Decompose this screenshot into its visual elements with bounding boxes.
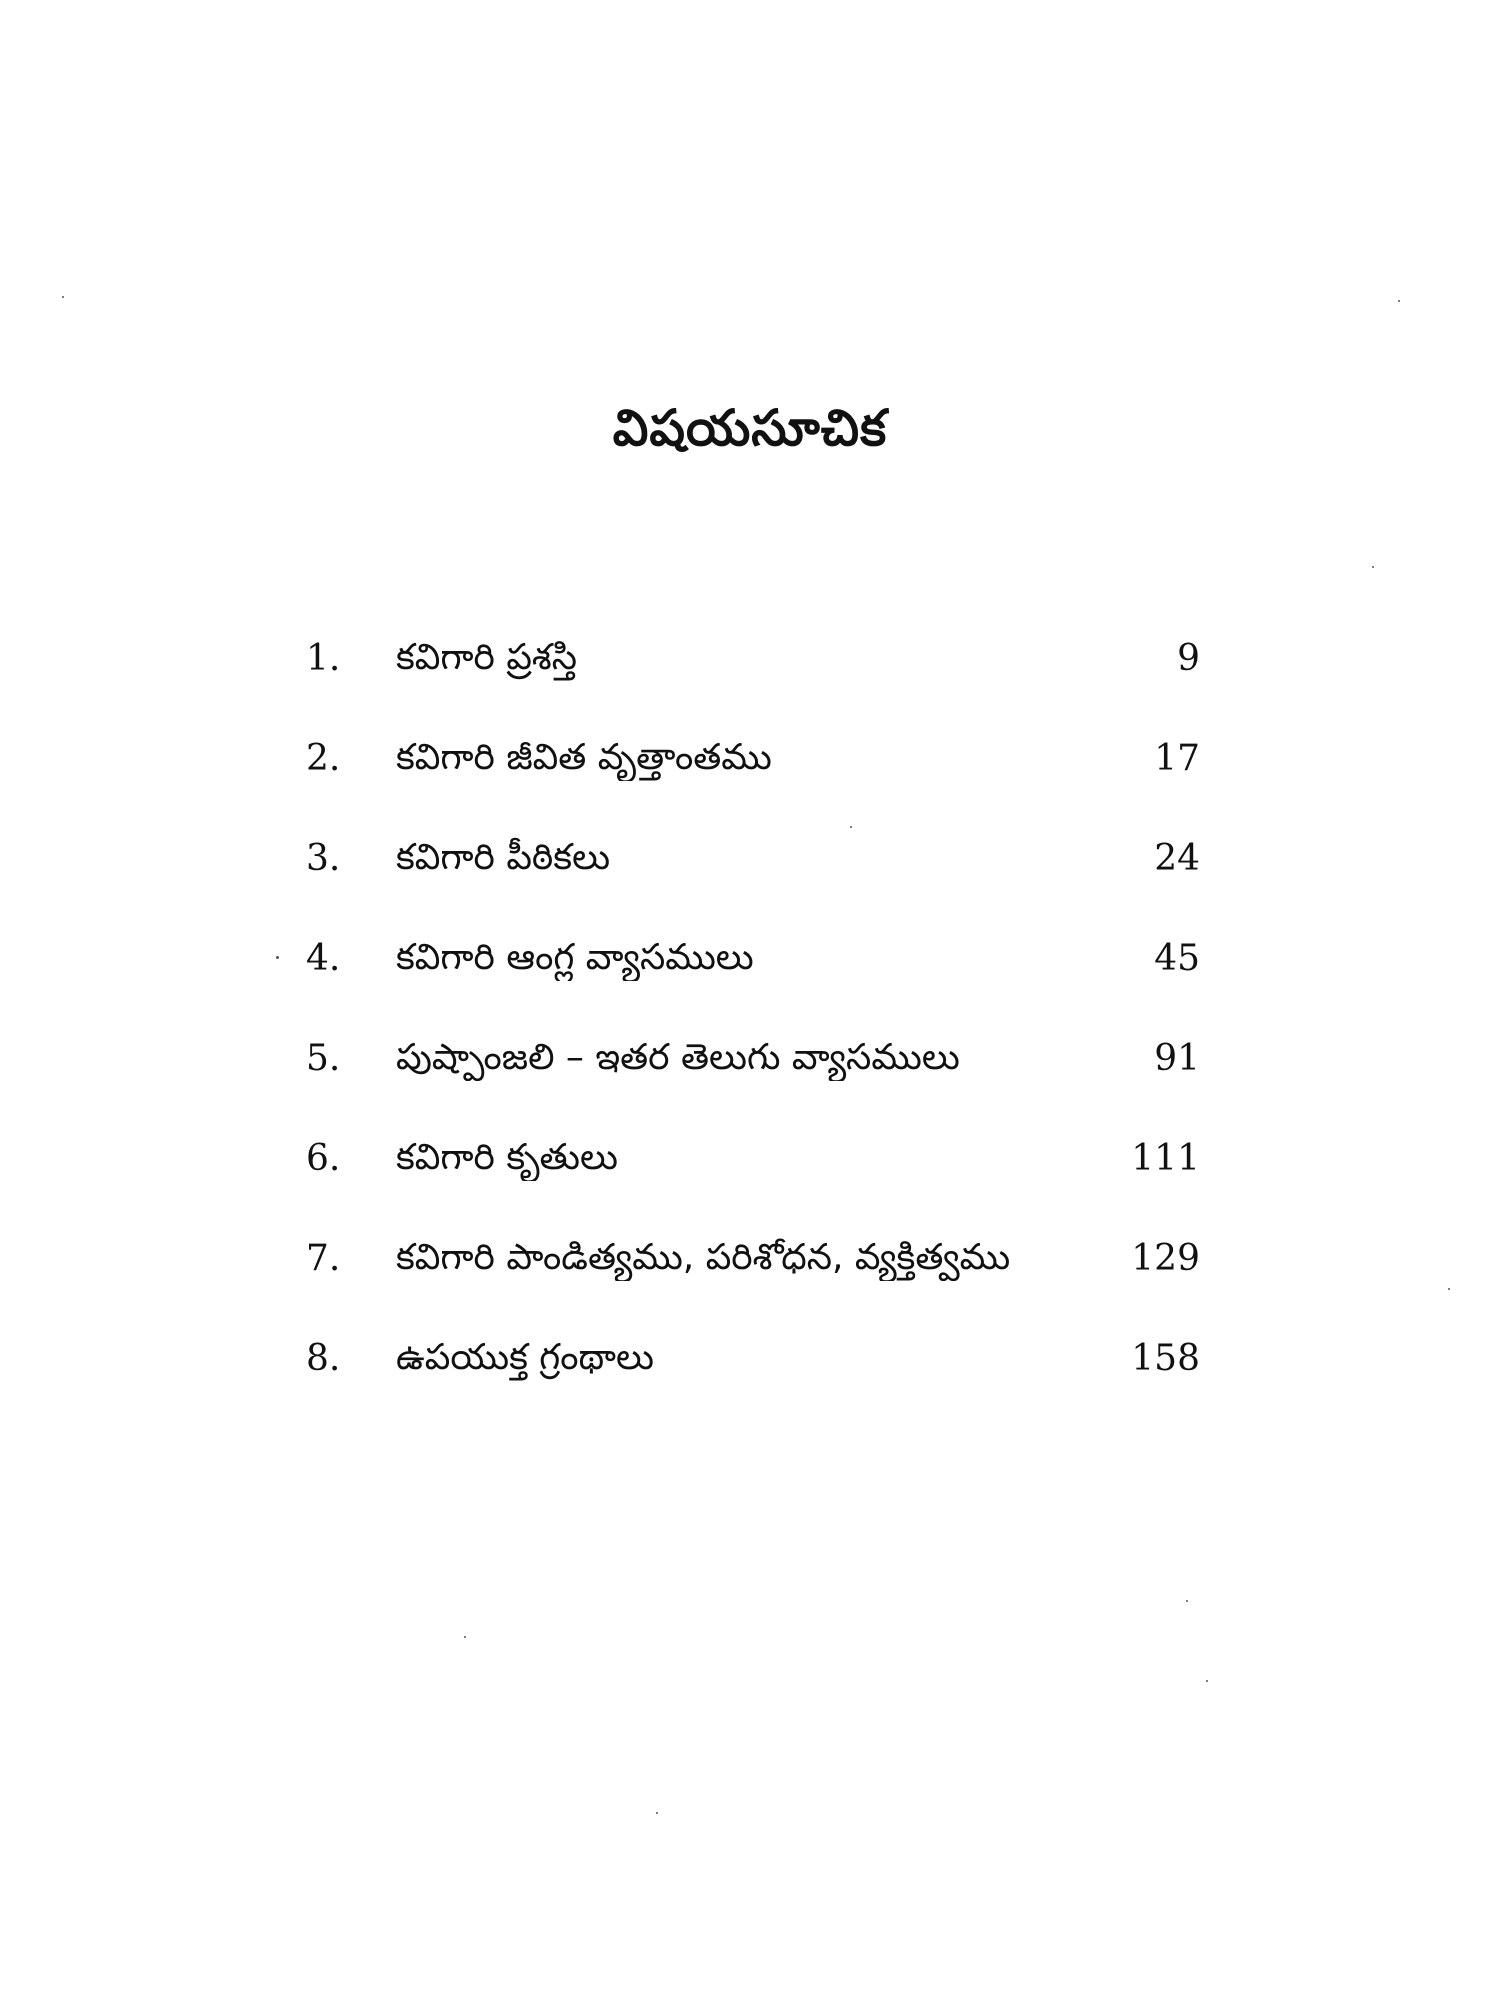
scan-speck [656, 1812, 658, 1814]
entry-page-number: 24 [1154, 837, 1200, 879]
toc-entry [306, 708, 1200, 808]
toc-entry [306, 908, 1200, 1008]
entry-title: కవిగారి పాండిత్యము, పరిశోధన, వ్యక్తిత్వము [396, 1236, 1011, 1278]
entry-number: 5. [306, 1037, 341, 1079]
entry-page-number: 129 [1131, 1237, 1200, 1279]
entry-title: పుష్పాంజలి – ఇతర తెలుగు వ్యాసములు [396, 1036, 960, 1078]
toc-entry [306, 1308, 1200, 1408]
entry-number: 4. [306, 937, 341, 979]
entry-page-number: 45 [1154, 937, 1200, 979]
scan-speck [1186, 1600, 1188, 1602]
entry-title: కవిగారి కృతులు [396, 1136, 618, 1178]
table-of-contents [306, 608, 1200, 1408]
entry-title: కవిగారి పీఠికలు [396, 836, 611, 878]
scan-speck [464, 1636, 466, 1638]
toc-entry [306, 1208, 1200, 1308]
entry-number: 2. [306, 737, 341, 779]
scan-speck [850, 826, 852, 828]
entry-number: 7. [306, 1237, 341, 1279]
scan-speck [1372, 566, 1374, 568]
page-title: విషయసూచిక [612, 399, 888, 457]
scan-speck [1398, 300, 1400, 302]
entry-page-number: 9 [1177, 637, 1200, 679]
entry-page-number: 111 [1131, 1137, 1200, 1179]
entry-title: కవిగారి ప్రశస్తి [396, 636, 578, 678]
entry-number: 6. [306, 1137, 341, 1179]
entry-page-number: 158 [1131, 1337, 1200, 1379]
entry-number: 3. [306, 837, 341, 879]
entry-title: కవిగారి ఆంగ్ల వ్యాసములు [396, 936, 754, 978]
entry-page-number: 91 [1154, 1037, 1200, 1079]
entry-number: 8. [306, 1337, 341, 1379]
entry-title: ఉపయుక్త గ్రంథాలు [396, 1336, 654, 1378]
toc-entry [306, 1108, 1200, 1208]
toc-entry [306, 1008, 1200, 1108]
entry-title: కవిగారి జీవిత వృత్తాంతము [396, 736, 772, 778]
toc-entry [306, 608, 1200, 708]
scan-speck [1448, 1288, 1450, 1290]
scan-speck [62, 296, 64, 298]
toc-entry [306, 808, 1200, 908]
scan-speck [1206, 1680, 1208, 1682]
scan-speck [276, 956, 279, 959]
entry-page-number: 17 [1154, 737, 1200, 779]
entry-number: 1. [306, 637, 341, 679]
